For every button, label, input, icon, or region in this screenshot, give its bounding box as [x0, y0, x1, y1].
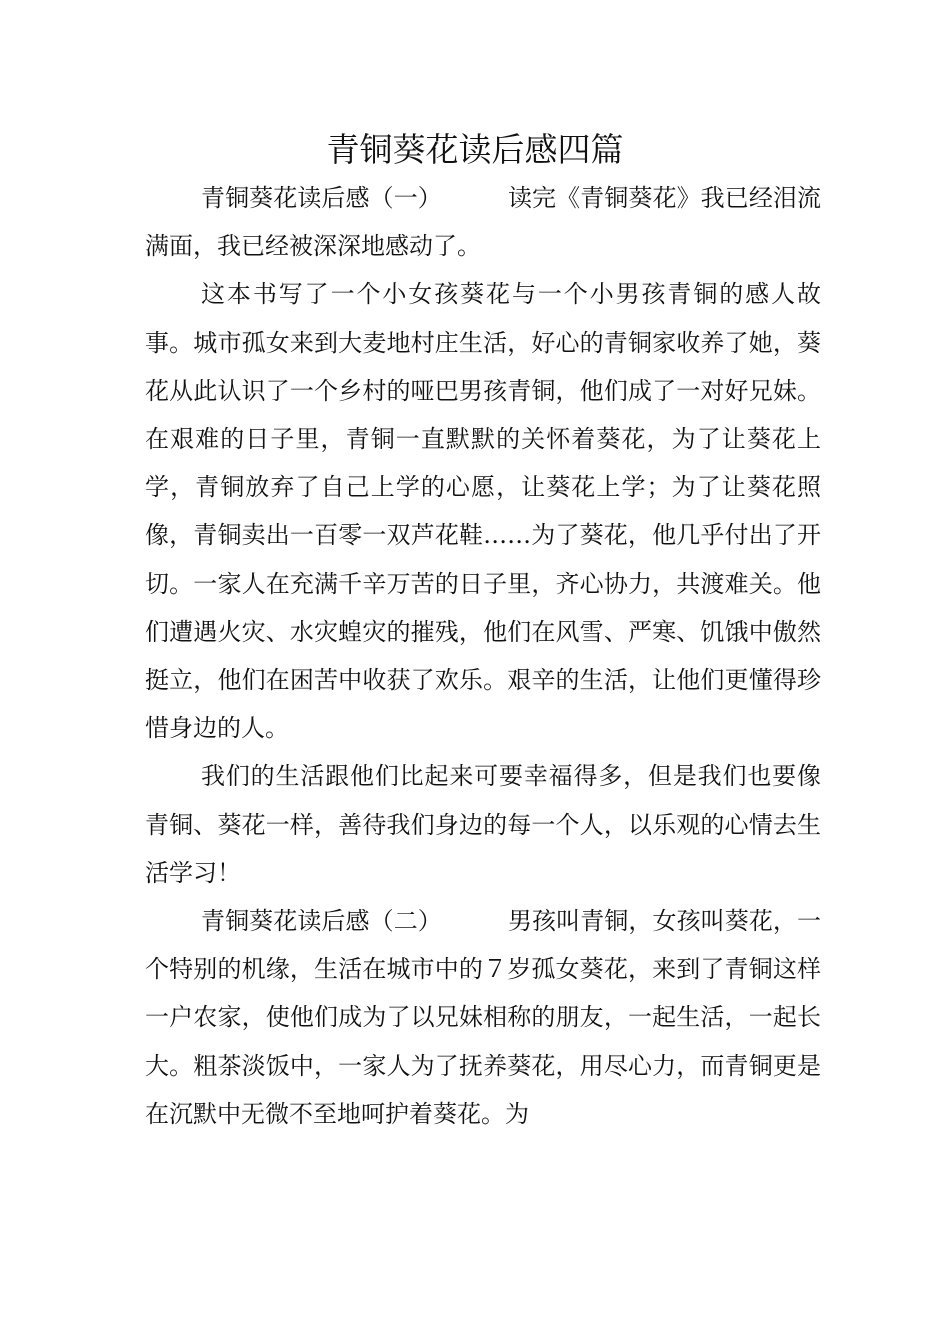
paragraph-2-text: 这本书写了一个小女孩葵花与一个小男孩青铜的感人故事。城市孤女来到大麦地村庄生活，好心的青铜家收养了她，葵花从此认识了一个乡村的哑巴男孩青铜，他们成了一对好兄妹。在艰难的日子里，青铜一直默默的关怀着葵花，为了让葵花上学，青铜放弃了自己上学的心愿，让葵花上学；为了让葵花照像，青铜卖出一百零一双芦花鞋……为了葵花，他几乎付出了开切。一家人在充满千辛万苦的日子里，齐心协力，共渡难关。他们遭遇火灾、水灾蝗灾的摧残，他们在风雪、严寒、饥饿中傲然挺立，他们在困苦中收获了欢乐。艰辛的生活，让他们更懂得珍惜身边的人。 [145, 280, 821, 743]
section-heading-1: 青铜葵花读后感（一） [201, 184, 442, 212]
paragraph-4 [145, 897, 821, 1138]
document-body [145, 174, 821, 1138]
document-title: 青铜葵花读后感四篇 [326, 130, 624, 169]
paragraph-3 [145, 752, 821, 897]
paragraph-2 [145, 270, 821, 752]
paragraph-1 [145, 174, 821, 270]
paragraph-3-text: 我们的生活跟他们比起来可要幸福得多，但是我们也要像青铜、葵花一样，善待我们身边的每一个人，以乐观的心情去生活学习！ [145, 762, 821, 887]
section-heading-2: 青铜葵花读后感（二） [201, 907, 442, 936]
paragraph-4-text: 男孩叫青铜，女孩叫葵花，一个特别的机缘，生活在城市中的７岁孤女葵花，来到了青铜这样一户农家，使他们成为了以兄妹相称的朋友，一起生活，一起长大。粗茶淡饭中，一家人为了抚养葵花，用尽心力，而青铜更是在沉默中无微不至地呵护着葵花。为 [145, 907, 822, 1128]
paragraph-1-text: 读完《青铜葵花》我已经泪流满面，我已经被深深地感动了。 [145, 184, 822, 261]
